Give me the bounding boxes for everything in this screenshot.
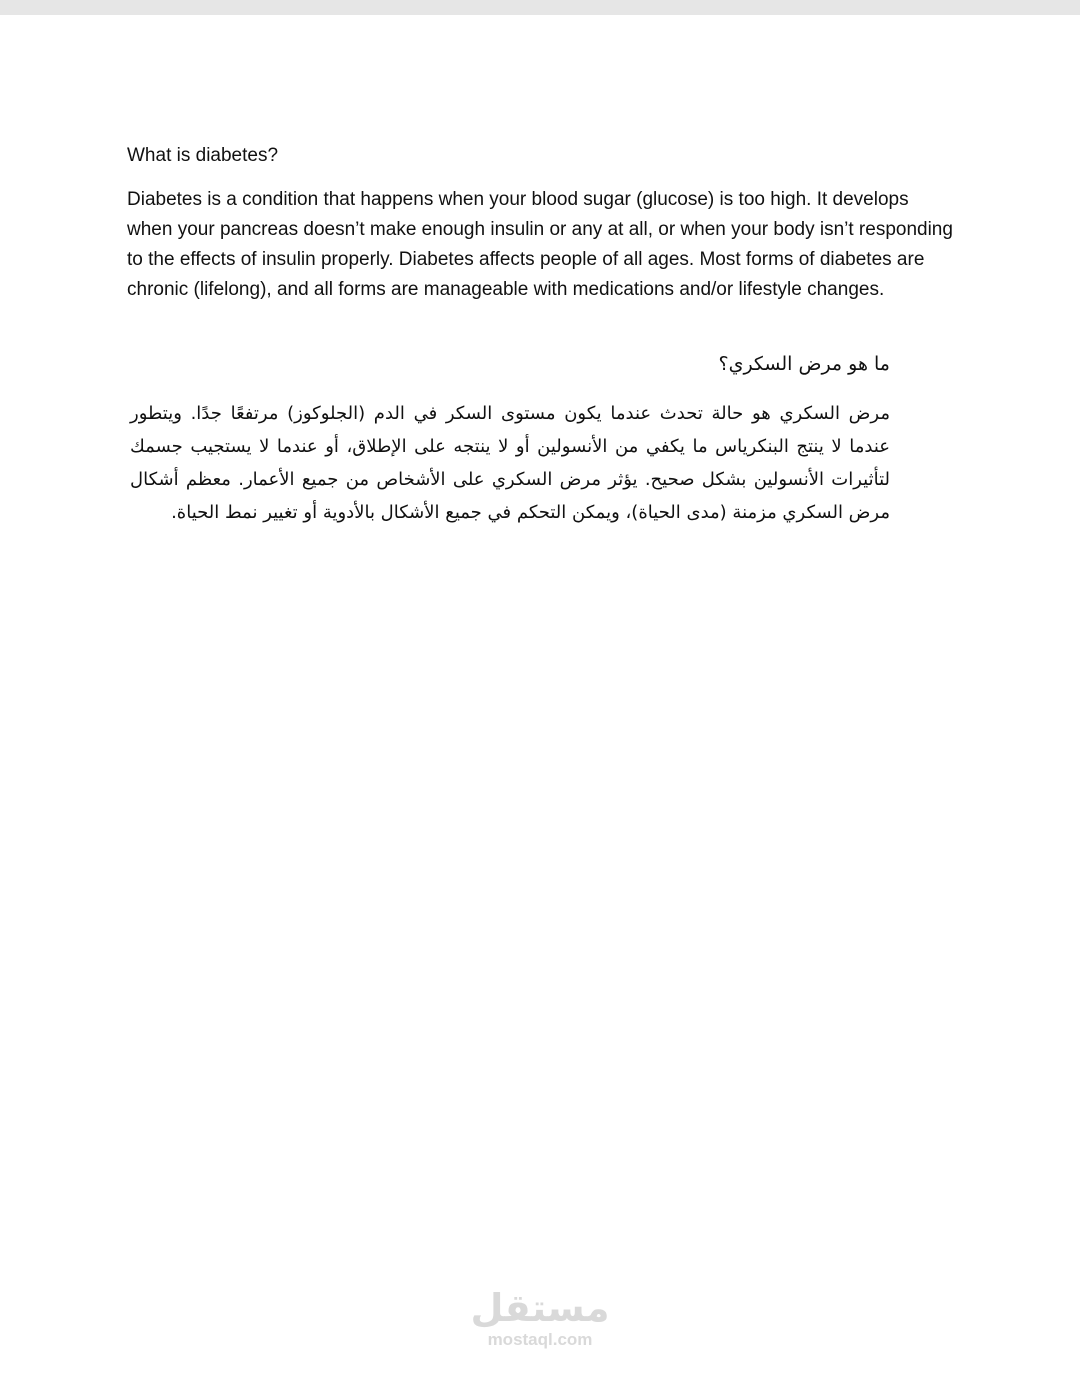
english-paragraph: Diabetes is a condition that happens when your blood sugar (glucose) is too high. It develops when your pancreas doesn’t make enough insulin or any at all, or when your body isn’t responding to the effects of insulin properly. Diabetes affects people of all ages. Most forms of diabetes are chronic (lifelong), and all forms are manageable with medications and/or lifestyle changes. [127, 189, 953, 300]
document-page [0, 15, 1080, 1395]
watermark-domain: mostaql.com [487, 1330, 593, 1349]
viewer-top-bar [0, 0, 1080, 15]
watermark-logo: مستقل [470, 1286, 610, 1330]
arabic-paragraph: مرض السكري هو حالة تحدث عندما يكون مستوى السكر في الدم (الجلوكوز) مرتفعًا جدًا. ويتطور عندما لا ينتج البنكرياس ما يكفي من الأنسولين أو لا ينتجه على الإطلاق، أو عندما لا يستجيب جسمك لتأثيرات الأنسولين بشكل صحيح. يؤثر مرض السكري على الأشخاص من جميع الأعمار. معظم أشكال مرض السكري مزمنة (مدى الحياة)، ويمكن التحكم في جميع الأشكال بالأدوية أو تغيير نمط الحياة. [130, 403, 890, 523]
mostaql-watermark [0, 1288, 1080, 1350]
arabic-heading: ما هو مرض السكري؟ [718, 353, 890, 375]
english-heading: What is diabetes? [127, 145, 279, 166]
